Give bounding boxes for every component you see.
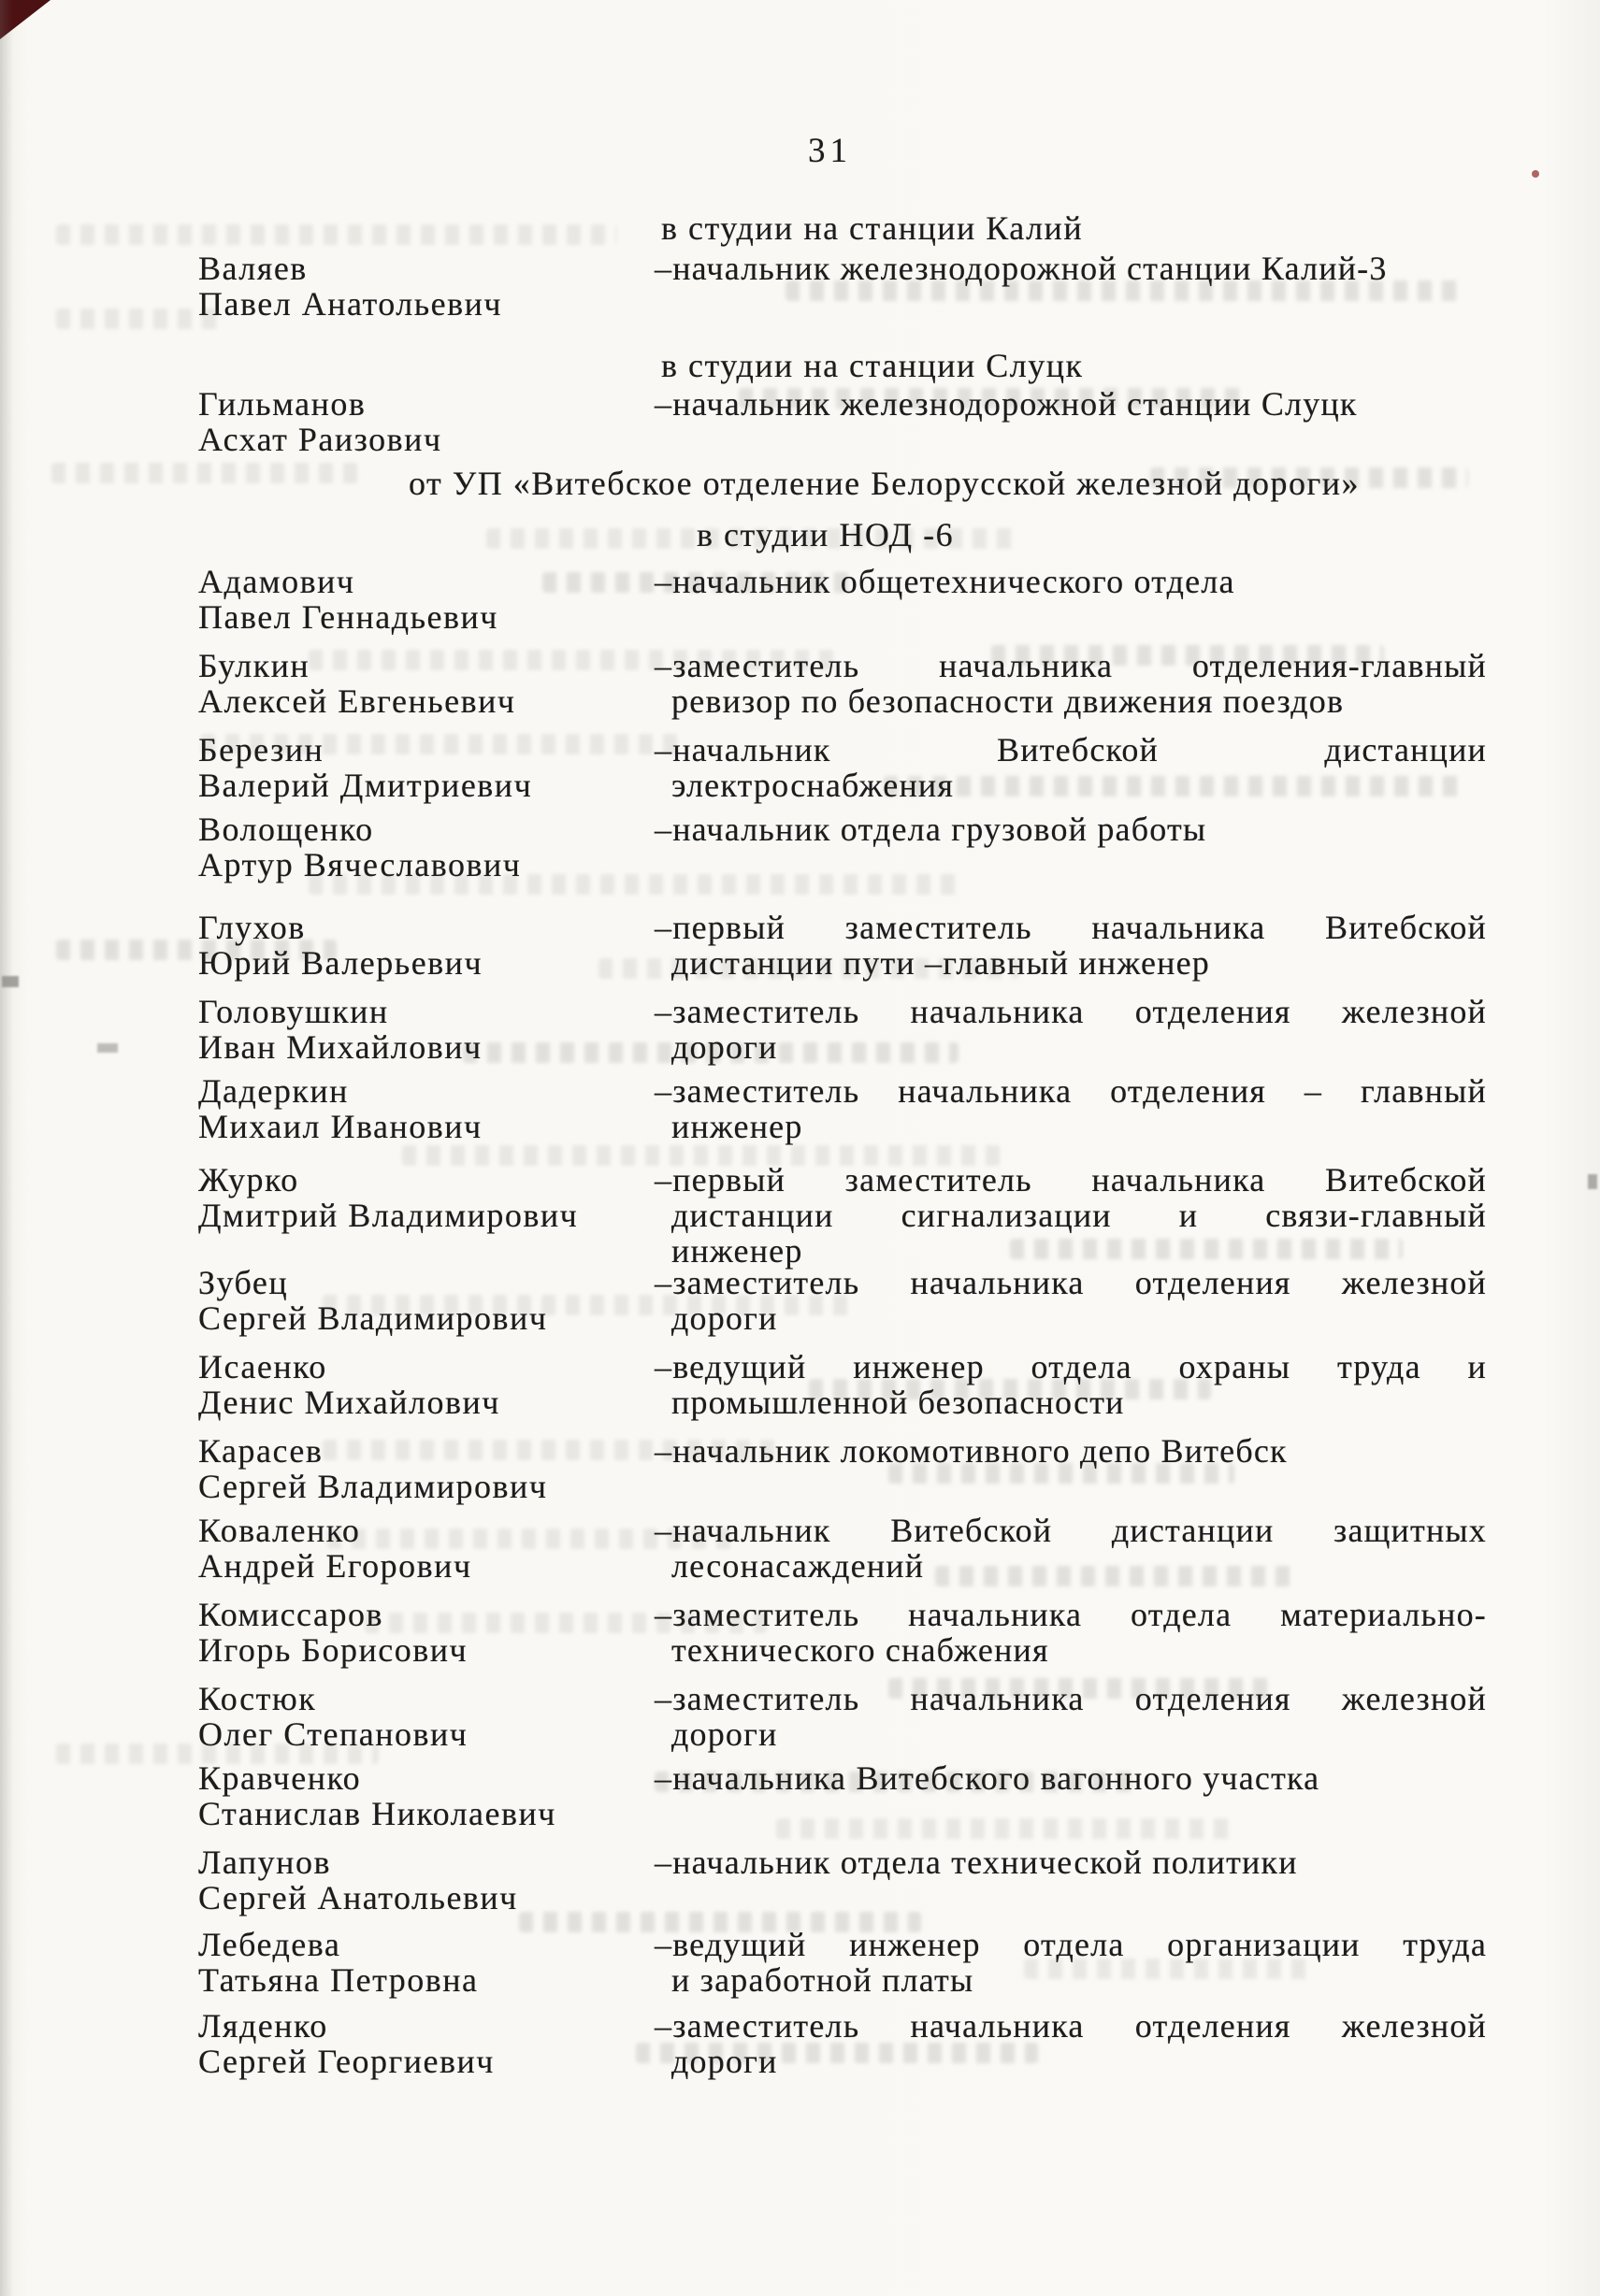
position-line: дороги [671,1028,778,1066]
position-line: –начальник отдела грузовой работы [655,811,1207,848]
position-line: –заместитель начальника отделения-главный [655,647,1487,684]
person-name [198,1265,642,1336]
position-line: –начальника Витебского вагонного участка [655,1759,1320,1797]
person-given-patronymic: Татьяна Петровна [198,1961,479,1999]
person-given-patronymic: Михаил Иванович [198,1108,483,1145]
person-position [655,564,1487,599]
person-name [198,910,642,981]
person-name [198,1349,642,1420]
bleed-through-artifact [51,463,360,483]
person-surname: Лапунов [198,1844,331,1881]
person-name [198,1844,642,1916]
scan-edge-shadow [0,0,13,2296]
person-given-patronymic: Игорь Борисович [198,1631,468,1669]
person-position [655,732,1487,803]
bleed-through-artifact [776,1818,1234,1839]
person-given-patronymic: Сергей Анатольевич [198,1879,518,1916]
scan-speck [1532,170,1539,178]
person-name [198,1073,642,1144]
person-surname: Адамович [198,563,355,600]
scan-speck [2,976,19,987]
person-position [655,1760,1487,1796]
position-line: дороги [671,1299,778,1337]
person-position [655,994,1487,1065]
person-given-patronymic: Артур Вячеславович [198,846,522,883]
position-line: –заместитель начальника отделения железной [655,1680,1487,1717]
person-name [198,1433,642,1504]
person-surname: Волощенко [198,811,374,848]
position-line: –заместитель начальника отделения – главный [655,1072,1487,1110]
person-given-patronymic: Дмитрий Владимирович [198,1197,579,1234]
position-line: –начальник отдела технической политики [655,1844,1298,1881]
person-position [655,1349,1487,1420]
person-position [655,1265,1487,1336]
position-line: –заместитель начальника отделения железной [655,1264,1487,1301]
person-given-patronymic: Олег Степанович [198,1715,468,1753]
position-line: ревизор по безопасности движения поездов [671,682,1345,720]
person-position [655,386,1487,422]
studio-location-heading: в студии НОД -6 [697,516,955,553]
position-line: –начальник железнодорожной станции Слуцк [655,385,1358,423]
person-surname: Кравченко [198,1759,362,1797]
person-surname: Зубец [198,1264,289,1301]
position-line: и заработной платы [671,1961,974,1999]
position-line: –заместитель начальника отделения железной [655,993,1487,1030]
position-line: –ведущий инженер отдела охраны труда и [655,1348,1487,1385]
person-name [198,811,642,883]
person-position [655,1844,1487,1880]
position-line: дистанции пути –главный инженер [671,944,1210,982]
position-line: –ведущий инженер отдела организации труда [655,1926,1487,1963]
person-position [655,2008,1487,2079]
person-surname: Ляденко [198,2007,328,2045]
bleed-through-artifact [56,224,617,245]
person-position [655,811,1487,847]
person-given-patronymic: Алексей Евгеньевич [198,682,516,720]
person-position [655,648,1487,719]
person-surname: Исаенко [198,1348,327,1385]
person-position [655,1681,1487,1752]
position-line: –первый заместитель начальника Витебской [655,909,1487,946]
position-line: инженер [671,1108,803,1145]
position-line: –начальник локомотивного депо Витебск [655,1432,1288,1470]
person-name [198,2008,642,2079]
delegation-heading: от УП «Витебское отделение Белорусской железной дороги» [409,465,1361,502]
person-given-patronymic: Юрий Валерьевич [198,944,483,982]
position-line: электроснабжения [671,767,955,804]
person-position [655,1162,1487,1269]
person-given-patronymic: Павел Анатольевич [198,285,503,323]
person-position [655,1513,1487,1584]
person-name [198,1760,642,1831]
person-surname: Дадеркин [198,1072,349,1110]
person-surname: Глухов [198,909,306,946]
scan-speck [1588,1174,1597,1189]
person-name [198,386,642,457]
position-line: –заместитель начальника отделения железной [655,2007,1487,2045]
person-given-patronymic: Андрей Егорович [198,1547,472,1585]
person-given-patronymic: Иван Михайлович [198,1028,483,1066]
person-surname: Булкин [198,647,310,684]
person-position [655,1927,1487,1998]
person-given-patronymic: Асхат Раизович [198,421,442,458]
position-line: инженер [671,1232,803,1270]
person-name [198,564,642,635]
person-position [655,251,1487,286]
studio-location-heading: в студии на станции Калий [661,209,1084,247]
person-position [655,1597,1487,1668]
person-name [198,1162,642,1233]
position-line: лесонасаждений [671,1547,925,1585]
studio-location-heading: в студии на станции Слуцк [661,347,1084,384]
person-surname: Коваленко [198,1512,361,1549]
position-line: –начальник Витебской дистанции защитных [655,1512,1487,1549]
person-name [198,1513,642,1584]
position-line: дороги [671,1715,778,1753]
person-given-patronymic: Сергей Владимирович [198,1299,548,1337]
person-given-patronymic: Сергей Владимирович [198,1468,548,1505]
page-number: 31 [808,132,852,170]
position-line: промышленной безопасности [671,1384,1125,1421]
scan-speck [97,1043,118,1053]
person-surname: Костюк [198,1680,317,1717]
position-line: технического снабжения [671,1631,1049,1669]
person-surname: Головушкин [198,993,389,1030]
person-name [198,251,642,322]
person-position [655,1433,1487,1469]
person-position [655,910,1487,981]
person-position [655,1073,1487,1144]
person-name [198,1681,642,1752]
position-line: –заместитель начальника отдела материально- [655,1596,1487,1633]
person-name [198,732,642,803]
person-surname: Валяев [198,250,308,287]
person-surname: Журко [198,1161,299,1198]
person-name [198,648,642,719]
person-surname: Комиссаров [198,1596,383,1633]
person-given-patronymic: Станислав Николаевич [198,1795,556,1832]
position-line: дороги [671,2043,778,2080]
person-surname: Гильманов [198,385,367,423]
position-line: –начальник общетехнического отдела [655,563,1235,600]
position-line: –первый заместитель начальника Витебской [655,1161,1487,1198]
position-line: дистанции сигнализации и связи-главный [671,1197,1487,1234]
person-surname: Лебедева [198,1926,341,1963]
person-name [198,994,642,1065]
person-given-patronymic: Валерий Дмитриевич [198,767,533,804]
position-line: –начальник Витебской дистанции [655,731,1487,768]
person-given-patronymic: Денис Михайлович [198,1384,500,1421]
person-surname: Карасев [198,1432,324,1470]
person-given-patronymic: Сергей Георгиевич [198,2043,495,2080]
position-line: –начальник железнодорожной станции Калий-3 [655,250,1388,287]
person-name [198,1597,642,1668]
person-surname: Березин [198,731,324,768]
person-name [198,1927,642,1998]
person-given-patronymic: Павел Геннадьевич [198,598,498,636]
